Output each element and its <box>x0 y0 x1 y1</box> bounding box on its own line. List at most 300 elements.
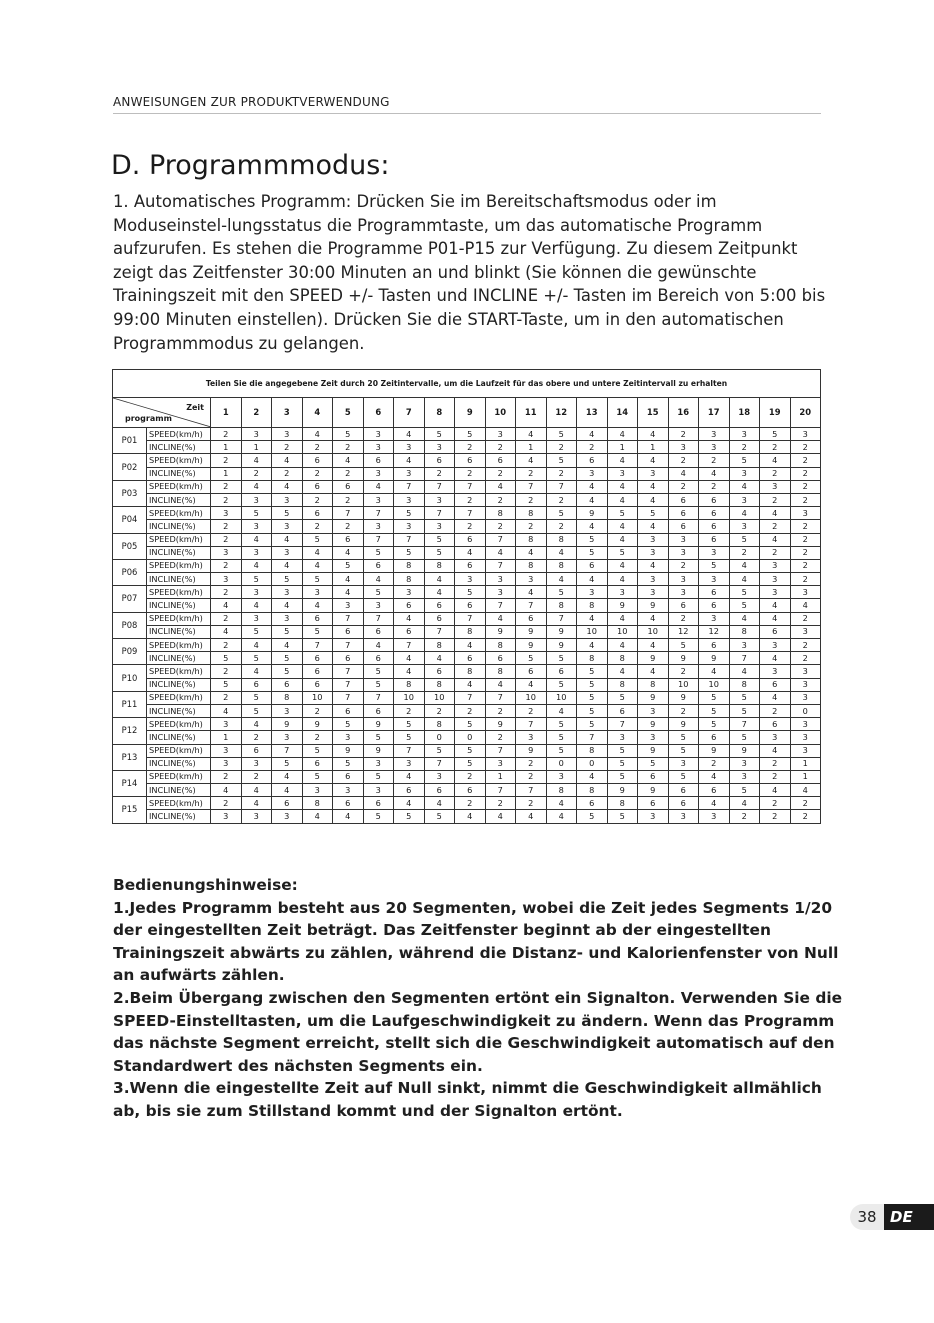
speed-value-cell: 4 <box>638 454 669 467</box>
incline-value-cell: 10 <box>699 678 730 691</box>
speed-value-cell: 6 <box>333 770 364 783</box>
speed-value-cell: 4 <box>760 612 791 625</box>
incline-value-cell: 3 <box>699 441 730 454</box>
speed-value-cell: 3 <box>363 428 394 441</box>
incline-value-cell: 2 <box>485 493 516 506</box>
incline-value-cell: 5 <box>363 731 394 744</box>
incline-value-cell: 5 <box>577 810 608 823</box>
incline-value-cell: 10 <box>638 625 669 638</box>
speed-value-cell: 1 <box>485 770 516 783</box>
speed-value-cell: 5 <box>546 428 577 441</box>
speed-value-cell: 4 <box>607 639 638 652</box>
incline-value-cell: 7 <box>485 599 516 612</box>
incline-value-cell: 3 <box>668 757 699 770</box>
speed-value-cell: 5 <box>546 586 577 599</box>
speed-value-cell: 7 <box>394 744 425 757</box>
program-table-container <box>112 369 821 821</box>
incline-value-cell: 2 <box>546 441 577 454</box>
table-row <box>113 639 821 652</box>
speed-value-cell: 2 <box>211 559 242 572</box>
incline-value-cell: 1 <box>638 441 669 454</box>
speed-value-cell: 7 <box>363 612 394 625</box>
speed-value-cell: 7 <box>485 533 516 546</box>
speed-value-cell: 8 <box>424 718 455 731</box>
incline-value-cell: 2 <box>302 520 333 533</box>
incline-value-cell: 3 <box>577 467 608 480</box>
incline-value-cell: 6 <box>699 493 730 506</box>
incline-value-cell: 4 <box>729 573 760 586</box>
incline-value-cell: 5 <box>272 652 303 665</box>
speed-value-cell: 5 <box>302 533 333 546</box>
speed-value-cell: 3 <box>790 507 821 520</box>
speed-row-label: SPEED(km/h) <box>147 507 211 520</box>
speed-value-cell: 4 <box>577 428 608 441</box>
speed-value-cell: 4 <box>638 665 669 678</box>
incline-value-cell: 4 <box>546 810 577 823</box>
speed-value-cell: 5 <box>668 744 699 757</box>
speed-value-cell: 3 <box>790 718 821 731</box>
speed-value-cell: 9 <box>699 744 730 757</box>
incline-value-cell: 4 <box>424 573 455 586</box>
incline-value-cell: 3 <box>638 810 669 823</box>
table-row <box>113 507 821 520</box>
speed-value-cell: 9 <box>638 691 669 704</box>
speed-value-cell: 2 <box>668 612 699 625</box>
incline-value-cell: 8 <box>729 678 760 691</box>
incline-value-cell: 6 <box>363 625 394 638</box>
incline-value-cell: 5 <box>241 625 272 638</box>
incline-value-cell: 2 <box>546 493 577 506</box>
speed-value-cell: 2 <box>211 586 242 599</box>
incline-value-cell: 4 <box>302 810 333 823</box>
incline-value-cell: 9 <box>638 784 669 797</box>
speed-value-cell: 6 <box>302 665 333 678</box>
incline-value-cell: 4 <box>546 573 577 586</box>
speed-value-cell: 3 <box>302 586 333 599</box>
speed-value-cell: 5 <box>363 665 394 678</box>
speed-row-label: SPEED(km/h) <box>147 454 211 467</box>
incline-value-cell: 2 <box>516 467 547 480</box>
speed-value-cell: 4 <box>760 744 791 757</box>
speed-value-cell: 2 <box>211 797 242 810</box>
incline-value-cell: 4 <box>211 599 242 612</box>
incline-value-cell: 5 <box>241 573 272 586</box>
incline-value-cell: 2 <box>211 520 242 533</box>
incline-value-cell: 0 <box>424 731 455 744</box>
speed-value-cell: 4 <box>577 770 608 783</box>
speed-value-cell: 5 <box>546 744 577 757</box>
incline-value-cell: 3 <box>638 731 669 744</box>
incline-value-cell: 3 <box>607 467 638 480</box>
speed-value-cell: 5 <box>302 744 333 757</box>
speed-value-cell: 5 <box>394 718 425 731</box>
table-row <box>113 757 821 770</box>
incline-value-cell: 1 <box>516 441 547 454</box>
incline-value-cell: 2 <box>699 757 730 770</box>
incline-value-cell: 8 <box>424 678 455 691</box>
speed-value-cell: 3 <box>760 480 791 493</box>
column-header: 18 <box>729 398 760 428</box>
incline-value-cell: 4 <box>516 810 547 823</box>
speed-value-cell: 3 <box>790 665 821 678</box>
corner-programm-label: programm <box>125 414 172 423</box>
program-name: P13 <box>113 744 147 770</box>
incline-value-cell: 4 <box>272 784 303 797</box>
incline-value-cell: 2 <box>760 441 791 454</box>
incline-value-cell: 2 <box>455 704 486 717</box>
incline-value-cell: 5 <box>211 678 242 691</box>
incline-value-cell: 4 <box>211 704 242 717</box>
speed-value-cell: 3 <box>272 428 303 441</box>
incline-value-cell: 3 <box>424 493 455 506</box>
incline-value-cell: 2 <box>333 441 364 454</box>
incline-value-cell: 9 <box>546 625 577 638</box>
incline-value-cell: 2 <box>668 704 699 717</box>
incline-value-cell: 5 <box>668 731 699 744</box>
speed-value-cell: 10 <box>302 691 333 704</box>
speed-value-cell: 5 <box>455 586 486 599</box>
speed-value-cell: 3 <box>729 770 760 783</box>
speed-value-cell: 4 <box>577 639 608 652</box>
incline-value-cell: 2 <box>455 467 486 480</box>
speed-value-cell: 3 <box>241 428 272 441</box>
incline-value-cell: 3 <box>485 573 516 586</box>
incline-value-cell: 2 <box>485 704 516 717</box>
incline-value-cell: 4 <box>607 520 638 533</box>
column-header: 11 <box>516 398 547 428</box>
speed-value-cell: 4 <box>729 480 760 493</box>
speed-value-cell: 4 <box>729 507 760 520</box>
speed-value-cell: 2 <box>790 559 821 572</box>
incline-value-cell: 6 <box>760 625 791 638</box>
speed-value-cell: 3 <box>211 507 242 520</box>
speed-value-cell: 7 <box>455 507 486 520</box>
incline-value-cell: 1 <box>607 441 638 454</box>
incline-value-cell: 8 <box>577 784 608 797</box>
speed-value-cell: 3 <box>638 533 669 546</box>
incline-value-cell: 5 <box>729 784 760 797</box>
incline-value-cell: 4 <box>455 678 486 691</box>
speed-value-cell: 5 <box>729 533 760 546</box>
incline-value-cell: 6 <box>394 625 425 638</box>
speed-value-cell: 5 <box>760 428 791 441</box>
incline-value-cell: 2 <box>485 520 516 533</box>
speed-value-cell: 6 <box>516 612 547 625</box>
incline-value-cell: 5 <box>333 757 364 770</box>
incline-value-cell: 2 <box>790 810 821 823</box>
incline-value-cell: 2 <box>302 731 333 744</box>
intro-paragraph: 1. Automatisches Programm: Drücken Sie im Bereitschaftsmodus oder im Moduseinstel-lungsstatus die Programmtaste, um das automatische Programm aufzurufen. Es stehen die Programme P01-P15 zur Verfügung. Zu diesem Zeitpunkt zeigt das Zeitfenster 30:00 Minuten an und blinkt (Sie können die gewünschte Trainingszeit mit den SPEED +/- Tasten und INCLINE +/- Tasten im Bereich von 5:00 bis 99:00 Minuten einstellen). Drücken Sie die START-Taste, um in den automatischen Programmmodus zu gelangen. <box>113 192 826 353</box>
incline-row-label: INCLINE(%) <box>147 467 211 480</box>
incline-value-cell: 2 <box>424 704 455 717</box>
speed-value-cell: 2 <box>790 639 821 652</box>
speed-value-cell: 7 <box>333 691 364 704</box>
column-header: 6 <box>363 398 394 428</box>
incline-value-cell: 3 <box>790 731 821 744</box>
incline-value-cell: 5 <box>729 704 760 717</box>
incline-value-cell: 4 <box>790 599 821 612</box>
speed-value-cell: 5 <box>699 718 730 731</box>
speed-value-cell: 4 <box>699 797 730 810</box>
speed-value-cell: 10 <box>424 691 455 704</box>
speed-value-cell: 2 <box>668 428 699 441</box>
incline-value-cell: 2 <box>272 467 303 480</box>
speed-value-cell: 2 <box>790 454 821 467</box>
speed-value-cell: 6 <box>546 665 577 678</box>
speed-value-cell: 2 <box>516 797 547 810</box>
speed-value-cell: 4 <box>272 559 303 572</box>
speed-value-cell: 6 <box>577 559 608 572</box>
column-header: 10 <box>485 398 516 428</box>
incline-value-cell: 3 <box>668 441 699 454</box>
table-row <box>113 797 821 810</box>
speed-value-cell: 2 <box>211 612 242 625</box>
table-row <box>113 480 821 493</box>
incline-value-cell: 3 <box>272 704 303 717</box>
incline-value-cell: 2 <box>211 493 242 506</box>
table-row <box>113 467 821 480</box>
speed-value-cell: 8 <box>485 507 516 520</box>
incline-value-cell: 3 <box>302 784 333 797</box>
table-row <box>113 665 821 678</box>
incline-value-cell: 5 <box>424 810 455 823</box>
speed-value-cell: 6 <box>668 507 699 520</box>
program-name: P01 <box>113 428 147 454</box>
speed-value-cell: 8 <box>546 533 577 546</box>
speed-value-cell: 6 <box>638 797 669 810</box>
speed-value-cell: 9 <box>638 744 669 757</box>
incline-row-label: INCLINE(%) <box>147 757 211 770</box>
program-name: P11 <box>113 691 147 717</box>
speed-value-cell: 4 <box>394 454 425 467</box>
speed-value-cell: 2 <box>211 770 242 783</box>
speed-value-cell: 4 <box>607 533 638 546</box>
incline-value-cell: 6 <box>668 599 699 612</box>
incline-value-cell: 5 <box>363 678 394 691</box>
speed-value-cell: 5 <box>455 718 486 731</box>
incline-value-cell: 9 <box>516 625 547 638</box>
column-header: 3 <box>272 398 303 428</box>
incline-value-cell: 4 <box>363 573 394 586</box>
speed-value-cell: 5 <box>424 428 455 441</box>
speed-value-cell: 3 <box>790 691 821 704</box>
incline-value-cell: 5 <box>607 757 638 770</box>
speed-value-cell: 3 <box>272 586 303 599</box>
incline-value-cell: 3 <box>394 441 425 454</box>
speed-value-cell: 6 <box>485 454 516 467</box>
column-header: 7 <box>394 398 425 428</box>
table-row <box>113 599 821 612</box>
speed-value-cell: 3 <box>211 718 242 731</box>
speed-row-label: SPEED(km/h) <box>147 691 211 704</box>
incline-value-cell: 9 <box>485 625 516 638</box>
incline-value-cell: 5 <box>577 704 608 717</box>
speed-value-cell: 8 <box>516 507 547 520</box>
incline-value-cell: 4 <box>455 546 486 559</box>
incline-value-cell: 8 <box>394 678 425 691</box>
table-row <box>113 691 821 704</box>
speed-value-cell: 5 <box>668 639 699 652</box>
speed-value-cell: 6 <box>424 612 455 625</box>
incline-value-cell: 2 <box>790 467 821 480</box>
incline-value-cell: 2 <box>333 467 364 480</box>
incline-value-cell: 2 <box>516 493 547 506</box>
column-header: 14 <box>607 398 638 428</box>
incline-value-cell: 3 <box>699 573 730 586</box>
column-header: 20 <box>790 398 821 428</box>
incline-value-cell: 5 <box>607 546 638 559</box>
speed-value-cell: 2 <box>699 454 730 467</box>
speed-value-cell: 8 <box>394 559 425 572</box>
speed-value-cell: 4 <box>607 559 638 572</box>
speed-value-cell: 10 <box>516 691 547 704</box>
speed-value-cell: 7 <box>485 559 516 572</box>
speed-value-cell: 9 <box>333 744 364 757</box>
incline-value-cell: 4 <box>394 652 425 665</box>
incline-value-cell: 3 <box>638 704 669 717</box>
speed-value-cell: 2 <box>516 770 547 783</box>
speed-row-label: SPEED(km/h) <box>147 797 211 810</box>
speed-row-label: SPEED(km/h) <box>147 428 211 441</box>
speed-value-cell: 3 <box>241 586 272 599</box>
incline-value-cell: 2 <box>424 467 455 480</box>
incline-value-cell: 4 <box>577 573 608 586</box>
incline-value-cell: 3 <box>211 810 242 823</box>
speed-value-cell: 4 <box>607 612 638 625</box>
incline-value-cell: 10 <box>577 625 608 638</box>
speed-value-cell: 4 <box>485 480 516 493</box>
note-item-3: 3.Wenn die eingestellte Zeit auf Null sinkt, nimmt die Geschwindigkeit allmählich ab, bis sie zum Stillstand kommt und der Signalton ertönt. <box>113 1079 822 1120</box>
incline-value-cell: 2 <box>333 520 364 533</box>
incline-value-cell: 5 <box>272 625 303 638</box>
incline-value-cell: 8 <box>607 678 638 691</box>
speed-value-cell: 5 <box>302 770 333 783</box>
speed-value-cell: 5 <box>333 428 364 441</box>
speed-value-cell: 4 <box>363 480 394 493</box>
incline-row-label: INCLINE(%) <box>147 784 211 797</box>
speed-value-cell: 2 <box>211 454 242 467</box>
incline-value-cell: 12 <box>668 625 699 638</box>
speed-value-cell: 3 <box>241 612 272 625</box>
incline-value-cell: 6 <box>455 599 486 612</box>
speed-value-cell: 5 <box>668 770 699 783</box>
incline-value-cell: 0 <box>790 704 821 717</box>
program-name: P08 <box>113 612 147 638</box>
speed-value-cell: 8 <box>272 691 303 704</box>
speed-value-cell: 9 <box>577 507 608 520</box>
incline-value-cell: 3 <box>394 520 425 533</box>
incline-value-cell: 4 <box>485 678 516 691</box>
table-row <box>113 441 821 454</box>
incline-value-cell: 9 <box>607 784 638 797</box>
program-name: P14 <box>113 770 147 796</box>
incline-value-cell: 3 <box>272 546 303 559</box>
speed-value-cell: 6 <box>455 559 486 572</box>
speed-value-cell: 3 <box>485 586 516 599</box>
speed-value-cell: 3 <box>668 533 699 546</box>
column-header: 16 <box>668 398 699 428</box>
speed-value-cell: 6 <box>699 507 730 520</box>
incline-value-cell: 7 <box>424 625 455 638</box>
speed-value-cell: 7 <box>333 612 364 625</box>
incline-value-cell: 8 <box>577 652 608 665</box>
speed-value-cell: 6 <box>302 480 333 493</box>
document-header: ANWEISUNGEN ZUR PRODUKTVERWENDUNG <box>113 95 390 109</box>
speed-value-cell: 4 <box>699 770 730 783</box>
speed-value-cell: 4 <box>699 665 730 678</box>
incline-value-cell: 4 <box>241 599 272 612</box>
speed-value-cell: 6 <box>638 770 669 783</box>
speed-value-cell: 9 <box>485 718 516 731</box>
incline-value-cell: 7 <box>729 652 760 665</box>
speed-value-cell: 4 <box>424 586 455 599</box>
speed-value-cell: 5 <box>607 770 638 783</box>
incline-value-cell: 2 <box>272 441 303 454</box>
speed-value-cell: 2 <box>760 770 791 783</box>
incline-value-cell: 2 <box>302 441 333 454</box>
incline-value-cell: 1 <box>211 441 242 454</box>
speed-value-cell: 4 <box>760 507 791 520</box>
incline-value-cell: 4 <box>577 520 608 533</box>
speed-value-cell: 5 <box>607 744 638 757</box>
incline-value-cell: 2 <box>333 493 364 506</box>
speed-value-cell: 6 <box>516 665 547 678</box>
speed-value-cell: 7 <box>516 718 547 731</box>
program-name: P09 <box>113 639 147 665</box>
incline-value-cell: 3 <box>516 573 547 586</box>
incline-value-cell: 4 <box>333 546 364 559</box>
speed-value-cell: 9 <box>302 718 333 731</box>
speed-row-label: SPEED(km/h) <box>147 665 211 678</box>
speed-value-cell: 3 <box>272 612 303 625</box>
incline-value-cell: 3 <box>241 757 272 770</box>
speed-value-cell: 2 <box>455 770 486 783</box>
incline-value-cell: 3 <box>699 546 730 559</box>
incline-value-cell: 1 <box>211 467 242 480</box>
incline-value-cell: 2 <box>455 493 486 506</box>
incline-value-cell: 5 <box>577 546 608 559</box>
program-name: P15 <box>113 797 147 823</box>
operating-notes <box>113 874 853 1123</box>
speed-value-cell: 4 <box>638 428 669 441</box>
speed-value-cell: 4 <box>607 665 638 678</box>
incline-value-cell: 5 <box>546 652 577 665</box>
speed-value-cell: 2 <box>668 480 699 493</box>
speed-value-cell: 2 <box>668 559 699 572</box>
speed-value-cell: 6 <box>577 454 608 467</box>
speed-value-cell: 7 <box>485 691 516 704</box>
speed-value-cell: 4 <box>455 639 486 652</box>
column-header: 8 <box>424 398 455 428</box>
speed-value-cell: 7 <box>394 480 425 493</box>
notes-heading: Bedienungshinweise: <box>113 876 298 894</box>
speed-value-cell: 2 <box>211 665 242 678</box>
speed-value-cell: 4 <box>272 454 303 467</box>
language-tag: DE <box>884 1204 934 1230</box>
incline-value-cell: 10 <box>607 625 638 638</box>
incline-value-cell: 3 <box>516 731 547 744</box>
header-divider <box>113 113 821 114</box>
incline-value-cell: 6 <box>241 678 272 691</box>
speed-value-cell: 4 <box>272 639 303 652</box>
incline-value-cell: 8 <box>394 573 425 586</box>
speed-value-cell: 5 <box>577 533 608 546</box>
incline-value-cell: 4 <box>241 784 272 797</box>
incline-value-cell: 3 <box>607 731 638 744</box>
incline-value-cell: 4 <box>760 599 791 612</box>
speed-value-cell: 6 <box>333 480 364 493</box>
table-corner-header <box>113 398 211 428</box>
